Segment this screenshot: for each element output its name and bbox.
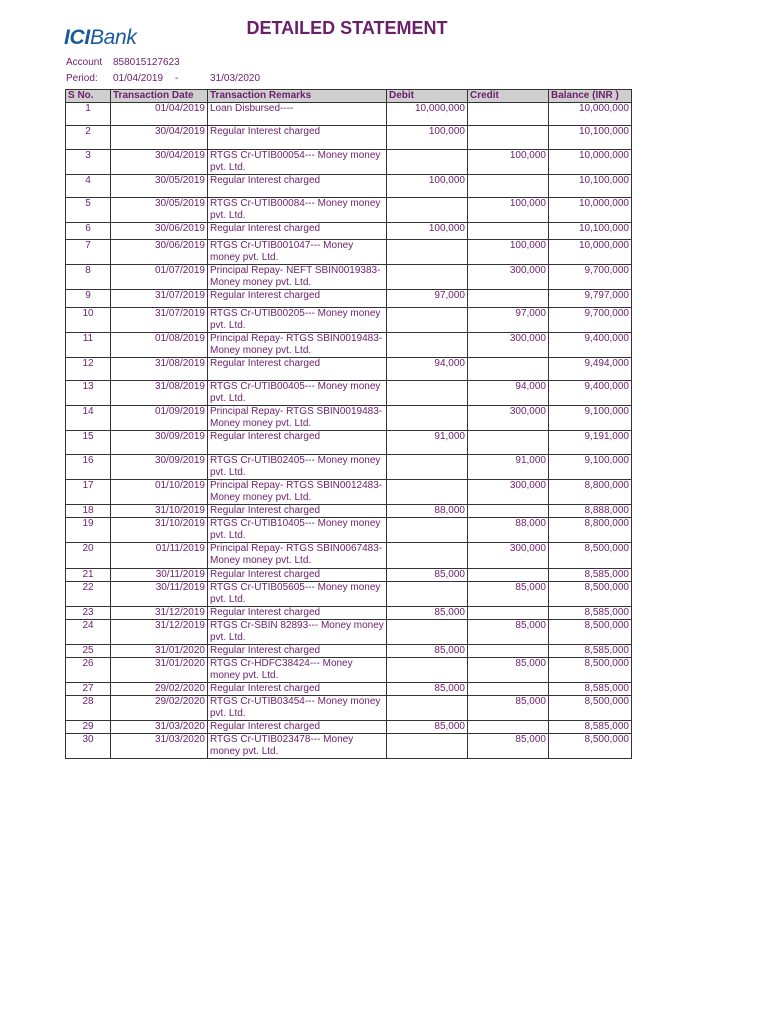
row-balance: 9,191,000 (549, 431, 632, 455)
row-debit: 85,000 (387, 607, 468, 620)
row-balance: 10,000,000 (549, 240, 632, 265)
table-row (66, 290, 632, 308)
table-header-row (66, 90, 632, 103)
row-debit: 88,000 (387, 505, 468, 518)
row-remarks: Principal Repay- RTGS SBIN0012483- Money money pvt. Ltd. (208, 480, 387, 505)
row-credit: 85,000 (468, 734, 549, 759)
row-credit (468, 223, 549, 240)
row-remarks: Regular Interest charged (208, 223, 387, 240)
table-row (66, 734, 632, 759)
row-balance: 8,585,000 (549, 683, 632, 696)
row-debit: 94,000 (387, 358, 468, 381)
row-credit: 94,000 (468, 381, 549, 406)
table-row (66, 126, 632, 150)
row-credit (468, 290, 549, 308)
row-credit: 300,000 (468, 333, 549, 358)
row-remarks: RTGS Cr-UTIB10405--- Money money pvt. Ltd. (208, 518, 387, 543)
row-debit: 10,000,000 (387, 103, 468, 126)
row-remarks: RTGS Cr-UTIB05605--- Money money pvt. Ltd. (208, 582, 387, 607)
row-credit (468, 431, 549, 455)
table-row (66, 265, 632, 290)
row-credit (468, 358, 549, 381)
row-date: 29/02/2020 (111, 683, 208, 696)
row-credit (468, 505, 549, 518)
row-debit: 85,000 (387, 645, 468, 658)
row-balance: 9,400,000 (549, 333, 632, 358)
row-debit (387, 240, 468, 265)
row-balance: 8,500,000 (549, 543, 632, 569)
row-date: 31/10/2019 (111, 518, 208, 543)
row-sno: 22 (66, 582, 111, 607)
row-date: 30/09/2019 (111, 455, 208, 480)
row-debit (387, 150, 468, 175)
row-balance: 10,100,000 (549, 126, 632, 150)
row-sno: 6 (66, 223, 111, 240)
table-row (66, 721, 632, 734)
row-balance: 10,100,000 (549, 223, 632, 240)
row-remarks: Regular Interest charged (208, 431, 387, 455)
col-header-remarks: Transaction Remarks (208, 90, 387, 103)
row-remarks: Regular Interest charged (208, 721, 387, 734)
row-date: 30/09/2019 (111, 431, 208, 455)
row-date: 01/09/2019 (111, 406, 208, 431)
table-row (66, 683, 632, 696)
row-debit (387, 198, 468, 223)
row-debit (387, 620, 468, 645)
row-credit (468, 175, 549, 198)
row-balance: 8,500,000 (549, 658, 632, 683)
row-date: 31/03/2020 (111, 734, 208, 759)
col-header-sno: S No. (66, 90, 111, 103)
row-debit: 100,000 (387, 126, 468, 150)
row-credit: 97,000 (468, 308, 549, 333)
row-remarks: RTGS Cr-UTIB00405--- Money money pvt. Ltd. (208, 381, 387, 406)
row-sno: 1 (66, 103, 111, 126)
row-debit (387, 582, 468, 607)
row-sno: 29 (66, 721, 111, 734)
table-row (66, 620, 632, 645)
row-date: 31/07/2019 (111, 290, 208, 308)
table-row (66, 431, 632, 455)
row-remarks: Regular Interest charged (208, 607, 387, 620)
row-remarks: RTGS Cr-UTIB023478--- Money money pvt. Ltd. (208, 734, 387, 759)
row-balance: 8,500,000 (549, 696, 632, 721)
row-remarks: RTGS Cr-UTIB00084--- Money money pvt. Ltd. (208, 198, 387, 223)
row-credit (468, 607, 549, 620)
row-sno: 20 (66, 543, 111, 569)
row-debit (387, 308, 468, 333)
row-debit (387, 543, 468, 569)
row-sno: 25 (66, 645, 111, 658)
table-row (66, 240, 632, 265)
row-date: 29/02/2020 (111, 696, 208, 721)
row-sno: 2 (66, 126, 111, 150)
row-date: 31/01/2020 (111, 658, 208, 683)
row-balance: 10,000,000 (549, 103, 632, 126)
row-date: 01/11/2019 (111, 543, 208, 569)
row-date: 30/06/2019 (111, 240, 208, 265)
row-date: 01/08/2019 (111, 333, 208, 358)
period-to: 31/03/2020 (210, 73, 261, 84)
row-remarks: Principal Repay- RTGS SBIN0067483- Money money pvt. Ltd. (208, 543, 387, 569)
row-balance: 9,700,000 (549, 308, 632, 333)
row-credit: 100,000 (468, 198, 549, 223)
row-sno: 23 (66, 607, 111, 620)
row-sno: 3 (66, 150, 111, 175)
row-credit (468, 103, 549, 126)
row-credit: 85,000 (468, 582, 549, 607)
row-remarks: RTGS Cr-SBIN 82893--- Money money pvt. Ltd. (208, 620, 387, 645)
row-credit: 85,000 (468, 658, 549, 683)
row-balance: 9,797,000 (549, 290, 632, 308)
row-debit (387, 406, 468, 431)
row-debit (387, 333, 468, 358)
account-number: 858015127623 (113, 57, 180, 68)
row-debit (387, 455, 468, 480)
row-balance: 9,100,000 (549, 406, 632, 431)
row-balance: 9,400,000 (549, 381, 632, 406)
row-remarks: RTGS Cr-UTIB001047--- Money money pvt. Ltd. (208, 240, 387, 265)
row-balance: 9,700,000 (549, 265, 632, 290)
table-row (66, 518, 632, 543)
period-label: Period: (66, 73, 98, 84)
table-row (66, 150, 632, 175)
row-remarks: Regular Interest charged (208, 290, 387, 308)
row-date: 01/07/2019 (111, 265, 208, 290)
row-balance: 8,500,000 (549, 582, 632, 607)
row-remarks: RTGS Cr-UTIB02405--- Money money pvt. Ltd. (208, 455, 387, 480)
statement-table (65, 89, 632, 759)
table-row (66, 308, 632, 333)
row-balance: 8,585,000 (549, 569, 632, 582)
row-date: 30/05/2019 (111, 198, 208, 223)
row-date: 01/10/2019 (111, 480, 208, 505)
table-row (66, 455, 632, 480)
row-remarks: Regular Interest charged (208, 569, 387, 582)
row-credit: 300,000 (468, 543, 549, 569)
row-date: 30/04/2019 (111, 150, 208, 175)
row-remarks: RTGS Cr-HDFC38424--- Money money pvt. Ltd. (208, 658, 387, 683)
row-remarks: Regular Interest charged (208, 358, 387, 381)
table-row (66, 696, 632, 721)
table-row (66, 381, 632, 406)
row-sno: 21 (66, 569, 111, 582)
row-credit: 88,000 (468, 518, 549, 543)
table-row (66, 175, 632, 198)
row-sno: 11 (66, 333, 111, 358)
row-sno: 14 (66, 406, 111, 431)
table-row (66, 658, 632, 683)
row-sno: 13 (66, 381, 111, 406)
row-credit (468, 569, 549, 582)
row-remarks: Regular Interest charged (208, 175, 387, 198)
table-row (66, 645, 632, 658)
row-debit: 100,000 (387, 175, 468, 198)
row-sno: 12 (66, 358, 111, 381)
row-balance: 8,888,000 (549, 505, 632, 518)
row-balance: 8,585,000 (549, 607, 632, 620)
row-sno: 4 (66, 175, 111, 198)
row-date: 30/04/2019 (111, 126, 208, 150)
table-row (66, 582, 632, 607)
row-sno: 30 (66, 734, 111, 759)
row-debit (387, 696, 468, 721)
table-row (66, 358, 632, 381)
row-credit (468, 126, 549, 150)
row-sno: 10 (66, 308, 111, 333)
row-remarks: Regular Interest charged (208, 126, 387, 150)
row-date: 31/12/2019 (111, 620, 208, 645)
row-credit (468, 645, 549, 658)
row-sno: 9 (66, 290, 111, 308)
row-balance: 10,000,000 (549, 150, 632, 175)
row-sno: 7 (66, 240, 111, 265)
row-remarks: Principal Repay- RTGS SBIN0019483- Money money pvt. Ltd. (208, 333, 387, 358)
logo-bank-text: Bank (89, 26, 137, 49)
account-label: Account (66, 57, 103, 68)
table-row (66, 333, 632, 358)
table-row (66, 198, 632, 223)
row-remarks: RTGS Cr-UTIB03454--- Money money pvt. Ltd. (208, 696, 387, 721)
period-from: 01/04/2019 (113, 73, 164, 84)
row-balance: 8,500,000 (549, 734, 632, 759)
row-balance: 9,100,000 (549, 455, 632, 480)
row-sno: 19 (66, 518, 111, 543)
row-date: 30/11/2019 (111, 569, 208, 582)
table-row (66, 543, 632, 569)
row-date: 01/04/2019 (111, 103, 208, 126)
logo-ici-text: ICI (64, 26, 90, 49)
row-sno: 17 (66, 480, 111, 505)
row-credit: 300,000 (468, 406, 549, 431)
row-date: 30/06/2019 (111, 223, 208, 240)
row-balance: 10,000,000 (549, 198, 632, 223)
row-date: 31/08/2019 (111, 381, 208, 406)
row-remarks: Regular Interest charged (208, 505, 387, 518)
table-row (66, 607, 632, 620)
row-debit (387, 265, 468, 290)
row-debit (387, 480, 468, 505)
row-credit: 85,000 (468, 696, 549, 721)
col-header-credit: Credit (468, 90, 549, 103)
row-sno: 15 (66, 431, 111, 455)
row-sno: 16 (66, 455, 111, 480)
row-credit (468, 721, 549, 734)
row-debit: 97,000 (387, 290, 468, 308)
row-date: 30/11/2019 (111, 582, 208, 607)
row-sno: 28 (66, 696, 111, 721)
row-date: 31/12/2019 (111, 607, 208, 620)
col-header-date: Transaction Date (111, 90, 208, 103)
row-debit (387, 734, 468, 759)
row-credit: 300,000 (468, 265, 549, 290)
row-debit: 85,000 (387, 569, 468, 582)
row-balance: 10,100,000 (549, 175, 632, 198)
row-credit: 300,000 (468, 480, 549, 505)
table-row (66, 406, 632, 431)
row-date: 31/08/2019 (111, 358, 208, 381)
row-debit (387, 658, 468, 683)
row-sno: 5 (66, 198, 111, 223)
row-date: 31/01/2020 (111, 645, 208, 658)
col-header-debit: Debit (387, 90, 468, 103)
row-remarks: Regular Interest charged (208, 645, 387, 658)
row-remarks: RTGS Cr-UTIB00205--- Money money pvt. Ltd. (208, 308, 387, 333)
row-balance: 8,585,000 (549, 721, 632, 734)
period-separator: - (175, 73, 179, 84)
row-debit: 85,000 (387, 683, 468, 696)
row-sno: 18 (66, 505, 111, 518)
table-row (66, 480, 632, 505)
row-sno: 27 (66, 683, 111, 696)
row-credit: 100,000 (468, 150, 549, 175)
row-credit: 100,000 (468, 240, 549, 265)
row-remarks: RTGS Cr-UTIB00054--- Money money pvt. Ltd. (208, 150, 387, 175)
row-remarks: Principal Repay- NEFT SBIN0019383- Money money pvt. Ltd. (208, 265, 387, 290)
row-date: 31/07/2019 (111, 308, 208, 333)
row-date: 31/10/2019 (111, 505, 208, 518)
table-row (66, 223, 632, 240)
row-credit (468, 683, 549, 696)
row-debit (387, 518, 468, 543)
col-header-balance: Balance (INR ) (549, 90, 632, 103)
row-balance: 8,800,000 (549, 480, 632, 505)
row-debit: 85,000 (387, 721, 468, 734)
table-row (66, 569, 632, 582)
row-debit (387, 381, 468, 406)
row-date: 31/03/2020 (111, 721, 208, 734)
row-balance: 8,585,000 (549, 645, 632, 658)
row-sno: 24 (66, 620, 111, 645)
row-date: 30/05/2019 (111, 175, 208, 198)
row-debit: 100,000 (387, 223, 468, 240)
table-row (66, 505, 632, 518)
row-balance: 8,500,000 (549, 620, 632, 645)
row-remarks: Loan Disbursed---- (208, 103, 387, 126)
row-remarks: Regular Interest charged (208, 683, 387, 696)
row-credit: 85,000 (468, 620, 549, 645)
row-remarks: Principal Repay- RTGS SBIN0019483- Money money pvt. Ltd. (208, 406, 387, 431)
page-title: DETAILED STATEMENT (246, 18, 448, 38)
row-sno: 8 (66, 265, 111, 290)
row-sno: 26 (66, 658, 111, 683)
row-balance: 8,800,000 (549, 518, 632, 543)
row-debit: 91,000 (387, 431, 468, 455)
table-row (66, 103, 632, 126)
row-balance: 9,494,000 (549, 358, 632, 381)
row-credit: 91,000 (468, 455, 549, 480)
